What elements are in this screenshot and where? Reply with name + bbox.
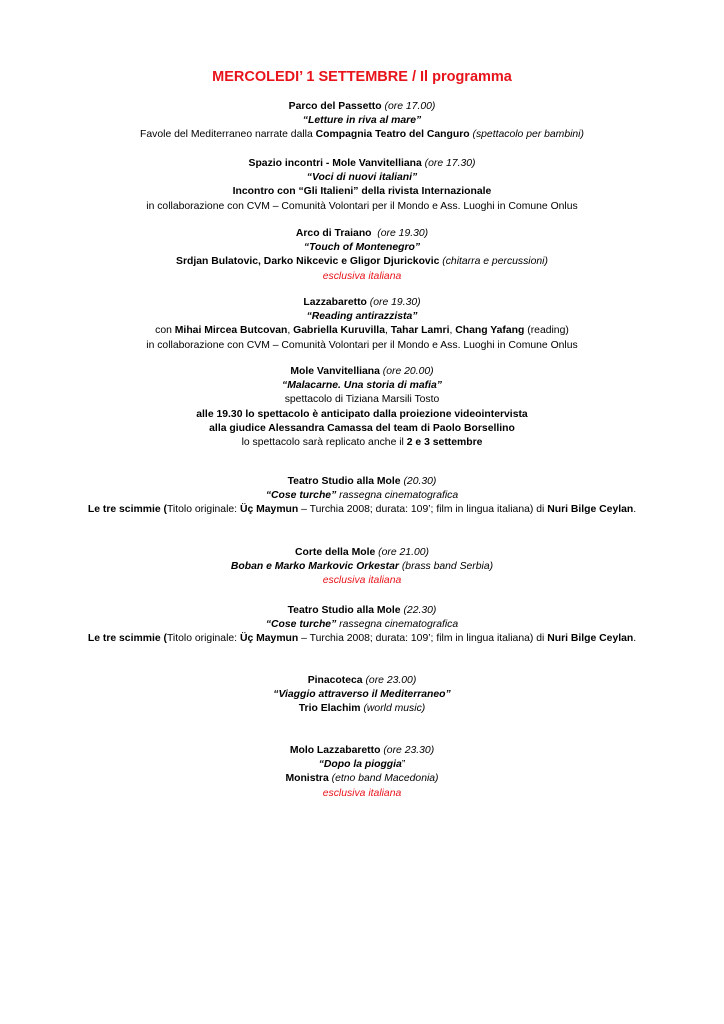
- event-corte-della-mole: [0, 546, 724, 589]
- venue: Teatro Studio alla Mole: [287, 605, 401, 616]
- band-note: (brass band Serbia): [398, 561, 494, 573]
- performer: Monistra: [285, 773, 329, 785]
- exclusive-badge: esclusiva italiana: [322, 787, 402, 799]
- film-title: Le tre scimmie (: [87, 633, 167, 645]
- names-note: (reading): [524, 325, 569, 337]
- performers: Srdjan Bulatovic, Darko Nikcevic e Gligor Djurickovic: [176, 256, 440, 268]
- exclusive-badge: esclusiva italiana: [322, 575, 402, 587]
- time: (ore 19.30): [377, 228, 429, 239]
- band: Boban e Marko Markovic Orkestar: [230, 561, 399, 573]
- performer: Trio Elachim: [298, 703, 361, 715]
- film-details: – Turchia 2008; durata: 109’; film in lingua italiana) di: [298, 633, 548, 645]
- reader-name: Chang Yafang: [455, 325, 525, 337]
- show-title: “Letture in riva al mare”: [302, 115, 422, 127]
- page-title: MERCOLEDI’ 1 SETTEMBRE / Il programma: [212, 69, 512, 85]
- event-spazio-incontri: [0, 157, 724, 214]
- separator: ,: [384, 325, 391, 337]
- venue: Pinacoteca: [307, 675, 363, 686]
- time: (ore 17.00): [384, 101, 436, 112]
- reader-name: Tahar Lamri: [390, 325, 450, 337]
- venue: Spazio incontri - Mole Vanvitelliana: [248, 158, 422, 169]
- end-punct: .: [633, 504, 637, 516]
- separator: ,: [449, 325, 456, 337]
- time: (ore 21.00): [378, 547, 429, 558]
- event-molo-lazzabaretto: [0, 744, 724, 801]
- time: (ore 23.30): [383, 745, 435, 756]
- venue: Corte della Mole: [295, 547, 376, 558]
- director: Nuri Bilge Ceylan: [547, 633, 634, 645]
- author: spettacolo di Tiziana Marsili Tosto: [284, 394, 440, 406]
- time: (20.30): [403, 476, 437, 487]
- performer-note: (etno band Macedonia): [328, 773, 439, 785]
- series: rassegna cinematografica: [336, 490, 459, 502]
- orig-title: Üç Maymun: [239, 504, 299, 516]
- reader-name: Mihai Mircea Butcovan: [174, 325, 288, 337]
- show-title: “Cose turche”: [265, 619, 337, 631]
- reader-name: Gabriella Kuruvilla: [293, 325, 385, 337]
- time: (ore 19.30): [369, 297, 421, 308]
- event-teatro-studio-2230: [0, 604, 724, 647]
- notice-line: alle 19.30 lo spettacolo è anticipato dalla proiezione videointervista: [196, 408, 528, 420]
- time: (22.30): [403, 605, 437, 616]
- separator: ,: [287, 325, 294, 337]
- venue: Teatro Studio alla Mole: [287, 476, 401, 487]
- note: (spettacolo per bambini): [472, 129, 584, 141]
- subtitle: Incontro con “Gli Italieni” della rivista Internazionale: [232, 186, 492, 198]
- venue: Mole Vanvitelliana: [290, 366, 380, 377]
- film-details: – Turchia 2008; durata: 109’; film in lingua italiana) di: [298, 504, 548, 516]
- notice-line: alla giudice Alessandra Camassa del team di Paolo Borsellino: [209, 422, 515, 434]
- venue: Parco del Passetto: [288, 101, 382, 112]
- exclusive-badge: esclusiva italiana: [322, 270, 402, 282]
- orig-title: Üç Maymun: [239, 633, 299, 645]
- show-title: “Malacarne. Una storia di mafia”: [282, 380, 442, 392]
- series: rassegna cinematografica: [336, 619, 459, 631]
- con-label: con: [155, 325, 175, 337]
- event-mole-vanvitelliana: [0, 365, 724, 450]
- collaboration: in collaborazione con CVM – Comunità Volontari per il Mondo e Ass. Luoghi in Comune Onlus: [146, 200, 578, 212]
- end-punct: .: [633, 633, 637, 645]
- time: (ore 23.00): [365, 675, 417, 686]
- company: Compagnia Teatro del Canguro: [315, 129, 470, 141]
- performers-note: (chitarra e percussioni): [442, 256, 548, 268]
- time: (ore 20.00): [382, 366, 434, 377]
- venue: Molo Lazzabaretto: [289, 745, 381, 756]
- quote-close: ”: [401, 759, 406, 771]
- performer-note: (world music): [360, 703, 426, 715]
- collaboration: in collaborazione con CVM – Comunità Volontari per il Mondo e Ass. Luoghi in Comune Onlus: [146, 339, 578, 351]
- replica-dates: 2 e 3 settembre: [406, 437, 483, 449]
- description: Favole del Mediterraneo narrate dalla: [140, 129, 316, 141]
- event-pinacoteca: [0, 674, 724, 717]
- director: Nuri Bilge Ceylan: [547, 504, 634, 516]
- event-lazzabaretto: [0, 296, 724, 353]
- film-title: Le tre scimmie (: [87, 504, 167, 516]
- show-title: “Voci di nuovi italiani”: [306, 172, 418, 184]
- time: (ore 17.30): [424, 158, 476, 169]
- orig-label: Titolo originale:: [166, 504, 240, 516]
- venue: Lazzabaretto: [303, 297, 367, 308]
- orig-label: Titolo originale:: [166, 633, 240, 645]
- event-teatro-studio-2030: [0, 475, 724, 518]
- replica-text: lo spettacolo sarà replicato anche il: [241, 437, 407, 449]
- show-title: “Viaggio attraverso il Mediterraneo”: [273, 689, 451, 701]
- show-title: “Reading antirazzista”: [306, 311, 418, 323]
- show-title: “Touch of Montenegro”: [303, 242, 421, 254]
- event-arco-di-traiano: [0, 227, 724, 284]
- event-parco-del-passetto: [0, 100, 724, 143]
- venue: Arco di Traiano: [295, 228, 372, 239]
- show-title: “Dopo la pioggia: [318, 759, 402, 771]
- show-title: “Cose turche”: [265, 490, 337, 502]
